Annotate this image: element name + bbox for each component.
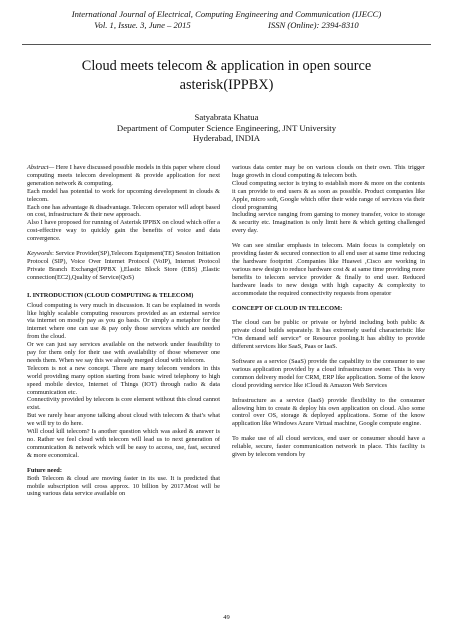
journal-title: International Journal of Electrical, Computing Engineering and Communication (IJECC)	[71, 9, 382, 19]
right-p8: To make use of all cloud services, end user or consumer should have a reliable, secure, faster communication network in place. This facility is given by telecom vendors by	[232, 435, 425, 459]
journal-volume-issn: Vol. 1, Issue. 3, June – 2015 ISSN (Online): 2394-8310	[94, 19, 359, 30]
right-p3: Including service ranging from gaming to money transfer, voice to storage & security etc. Imagination is only limit here & which getting challenged every day.	[232, 211, 425, 235]
right-p6: Software as a service (SaaS) provide the capability to the consumer to use various application provided by a cloud infrastructure owner. This is very common delivery model for CRM, ERP like application. Some of the know cloud providing service like iCloud & Amazon Web Services	[232, 358, 425, 389]
journal-header	[0, 9, 453, 30]
page-number: 49	[223, 614, 230, 621]
abstract-text: Here I have discussed possible models in this paper where cloud computing meets telecom development & provide application for next generation network & computing.	[27, 164, 220, 187]
right-p1: various data center may be on various clouds on their own. This trigger huge growth in cloud computing & telecom both.	[232, 164, 425, 179]
paper-title	[40, 57, 413, 94]
abstract-p4: Also I have proposed for running of Asterisk IPPBX on cloud which offer a cost-effective way to quickly gain the benefits of voice and data convergence.	[27, 219, 220, 243]
intro-p2: Or we can just say services available on the network under feasibility to pay for them only for their use with availability of those whenever one needs them. When we say this we already merged cloud with telecom.	[27, 341, 220, 364]
title-line-1: Cloud meets telecom & application in open source	[81, 58, 372, 74]
concept-heading: CONCEPT OF CLOUD IN TELECOM:	[232, 304, 343, 312]
abstract-p2: Each model has potential to work for upcoming development in clouds & telecom.	[27, 187, 220, 203]
title-line-2: asterisk(IPPBX)	[179, 76, 274, 93]
right-p4: We can see similar emphasis in telecom. Main focus is completely on providing faster & secured connection to all end user at same time reducing the hardware footprint .Companies like Huawei ,Cisco are working in various new design to reduce hardware cost & at same time providing more benefits to telecom service provider & finally to end user. Reduced hardware leads to new design with high capacity & complexity to accommodate the required connectivity requests from operator	[232, 242, 425, 297]
keywords	[27, 250, 220, 282]
right-p5: The cloud can be public or private or hybrid including both public & private cloud builds separately. It has extremely useful characteristic like “On demand self service” or Resource pooling.It has ability to provide different services like SaaS, Paas or IaaS.	[232, 319, 425, 351]
abstract-p1	[27, 164, 220, 188]
right-p7: Infrastructure as a service (IaaS) provide flexibility to the consumer allowing him to create & deploy his own application on cloud. Also some control over OS, storage & deployed applications. Some of the know application like Windows Azure Virtual machine, Google compute engine.	[232, 396, 425, 428]
intro-heading-text: I. INTRODUCTION (CLOUD COMPUTING & TELECOM)	[27, 291, 194, 299]
intro-p1: Cloud computing is very much in discussion. It can be explained in words like highly scalable computing resources provided as an external service via internet on mostly pay as you go basis. Or simply a metaphor for the internet where one can use & pay only those services which are needed from the cloud.	[27, 301, 220, 341]
author-location: Hyderabad, INDIA	[192, 133, 261, 144]
author-block	[0, 112, 453, 144]
intro-p3: Telecom is not a new concept. There are many telecom vendors in this world providing many option starting from basic wired telephony to high speed mobile device, Internet of Things (IOT) through radio & data communication etc.	[27, 364, 220, 396]
keywords-label: Keywords	[27, 250, 53, 258]
abstract-p3: Each one has advantage & disadvantage. Telecom operator will adopt based on cost, infrastructure & their new approach.	[27, 203, 220, 219]
author-department: Department of Computer Science Engineering, JNT University	[116, 122, 337, 133]
right-p2: Cloud computing sector is trying to establish more & more on the contents it can provide to end users & as soon as possible. Product companies like Apple, micro soft, Google which offer their wide range of services via their cloud programing	[232, 179, 425, 211]
intro-p5: But we rarely hear anyone talking about cloud with telecom & that’s what we will try to do here.	[27, 412, 220, 428]
intro-p6: Will cloud kill telecom? Is another question which was asked & answer is no. Rather we feel cloud with telecom will lead us to next generation of communication & network which will be easy to access, use, fast, secured & more economical.	[27, 428, 220, 459]
right-column	[232, 164, 425, 459]
abstract-label: Abstract—	[27, 164, 55, 171]
keywords-text: : Service Provider(SP),Telecom Equipment(TE) Session Initiation Protocol (SIP), Voice Over Internet Protocol (VoIP), Internet Protocol Private Branch Exchange(IPPBX ),Elastic Block Store (EBS) ,Elastic connection(EC2),Quality of Service(QoS)	[27, 250, 220, 281]
header-rule	[22, 44, 431, 45]
intro-p4: Connectivity provided by telecom is core element without this cloud cannot exist.	[27, 396, 220, 412]
future-heading: Future need:	[27, 466, 62, 474]
intro-heading	[27, 292, 220, 300]
left-column	[27, 164, 220, 498]
future-p1: Both Telecom & cloud are moving faster in its use. It is predicted that mobile subscription will cross approx. 10 billion by 2017.Most will be using various data service available on	[27, 474, 220, 498]
author-name: Satyabrata Khatua	[194, 112, 259, 122]
